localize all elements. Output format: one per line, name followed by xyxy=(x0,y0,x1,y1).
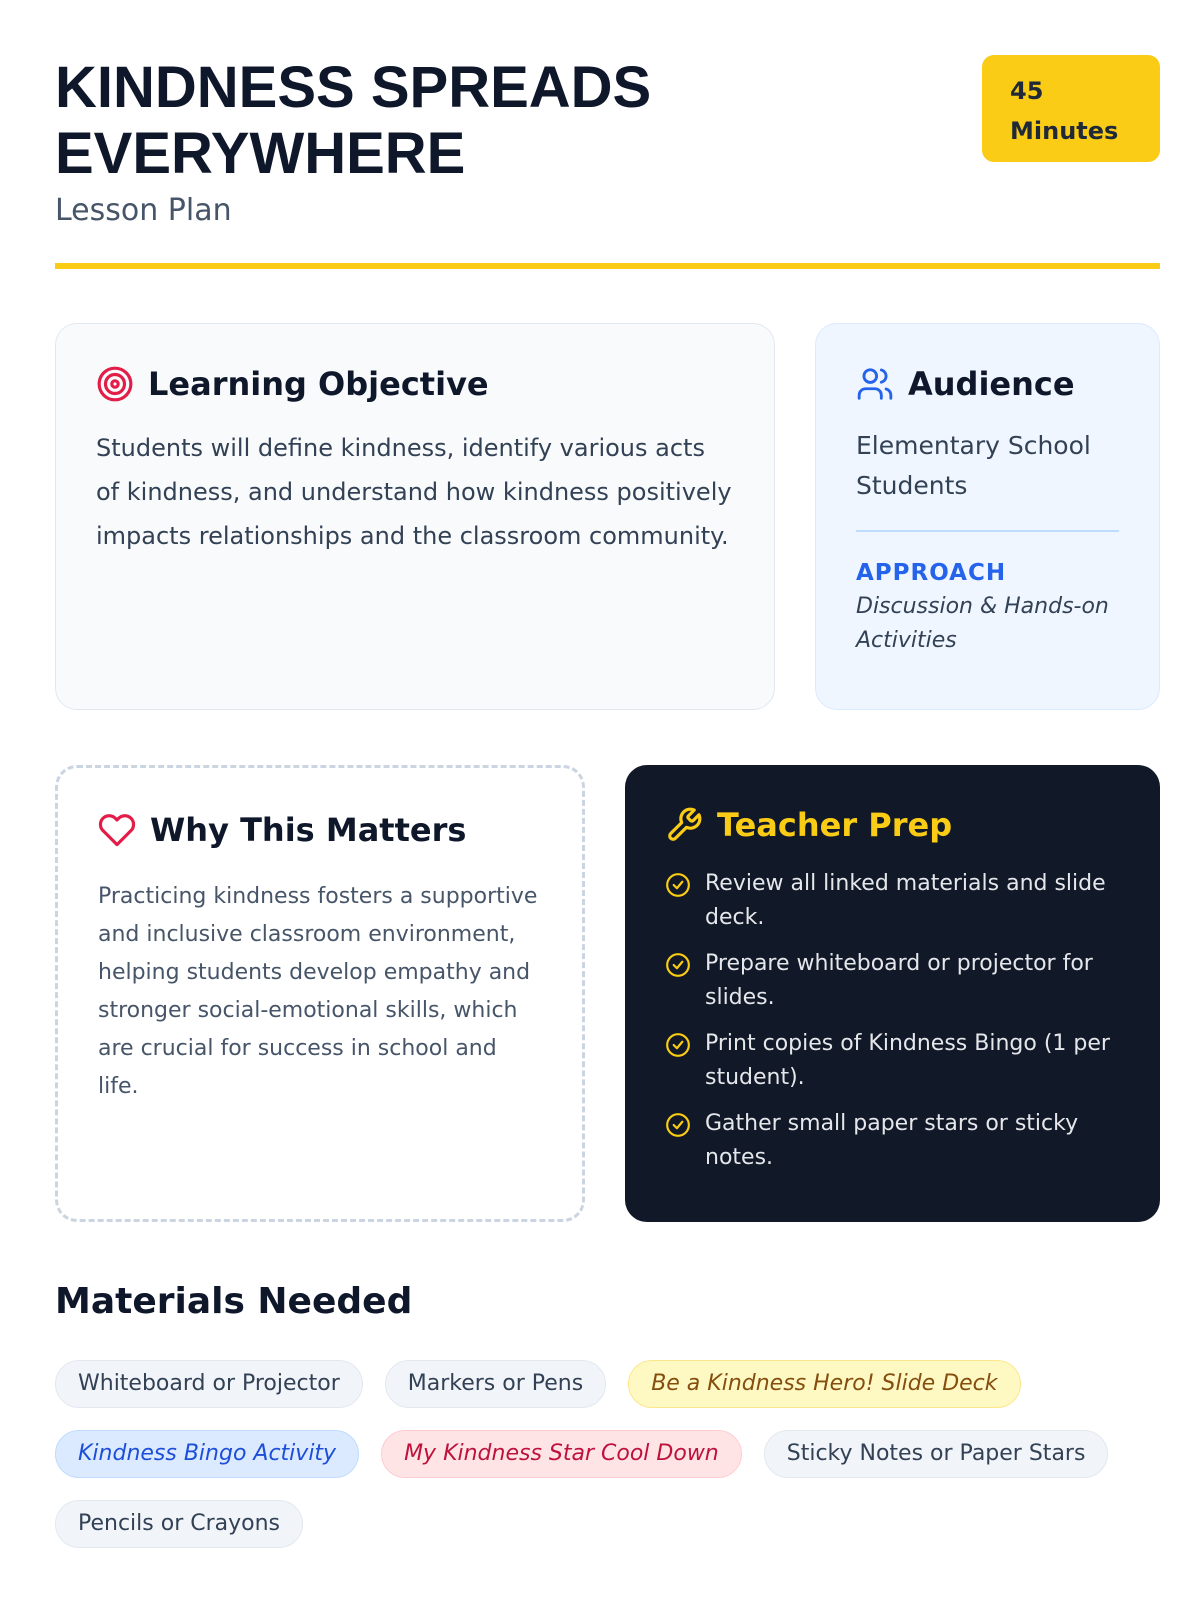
material-link-cool-down[interactable]: My Kindness Star Cool Down xyxy=(381,1430,742,1478)
prep-item-text: Review all linked materials and slide deck. xyxy=(705,871,1106,930)
material-link-bingo[interactable]: Kindness Bingo Activity xyxy=(55,1430,359,1478)
teacher-prep-title: Teacher Prep xyxy=(717,806,953,844)
material-tag: Whiteboard or Projector xyxy=(55,1360,363,1408)
prep-item-text: Gather small paper stars or sticky notes. xyxy=(705,1111,1079,1170)
learning-objective-card xyxy=(55,323,775,710)
teacher-prep-list xyxy=(665,867,1120,1175)
why-this-matters-text: Practicing kindness fosters a supportive and inclusive classroom environment, helping students develop empathy and stronger social-emotional skills, which are crucial for success in school and life. xyxy=(98,884,538,1099)
header-divider xyxy=(55,263,1160,269)
check-circle-icon xyxy=(665,952,691,978)
audience-card xyxy=(815,323,1160,710)
heart-icon xyxy=(98,811,136,849)
approach-label: APPROACH xyxy=(856,560,1007,586)
materials-title: Materials Needed xyxy=(55,1281,413,1322)
prep-item-text: Prepare whiteboard or projector for slides. xyxy=(705,951,1093,1010)
list-item xyxy=(665,1107,1120,1175)
audience-divider xyxy=(856,530,1119,532)
materials-list xyxy=(55,1360,1160,1548)
users-icon xyxy=(856,365,894,403)
check-circle-icon xyxy=(665,1032,691,1058)
material-link-slide-deck[interactable]: Be a Kindness Hero! Slide Deck xyxy=(628,1360,1020,1408)
material-tag: Pencils or Crayons xyxy=(55,1500,303,1548)
learning-objective-title: Learning Objective xyxy=(148,365,489,403)
check-circle-icon xyxy=(665,1112,691,1138)
audience-text: Elementary School Students xyxy=(856,431,1091,500)
why-this-matters-card xyxy=(55,765,585,1222)
learning-objective-text: Students will define kindness, identify various acts of kindness, and understand how kindness positively impacts relationships and the classroom community. xyxy=(96,434,732,550)
wrench-icon xyxy=(665,806,703,844)
audience-title: Audience xyxy=(908,365,1075,403)
check-circle-icon xyxy=(665,872,691,898)
approach-value: Discussion & Hands-on Activities xyxy=(856,594,1109,653)
page-subtitle: Lesson Plan xyxy=(55,193,232,228)
list-item xyxy=(665,947,1120,1015)
duration-badge: 45 Minutes xyxy=(982,55,1160,162)
page-title: KINDNESS SPREADS EVERYWHERE xyxy=(55,55,652,186)
target-icon xyxy=(96,365,134,403)
why-this-matters-title: Why This Matters xyxy=(150,811,467,849)
lesson-header xyxy=(55,55,1160,228)
list-item xyxy=(665,1027,1120,1095)
material-tag: Markers or Pens xyxy=(385,1360,606,1408)
prep-item-text: Print copies of Kindness Bingo (1 per student). xyxy=(705,1031,1110,1090)
material-tag: Sticky Notes or Paper Stars xyxy=(764,1430,1109,1478)
list-item xyxy=(665,867,1120,935)
teacher-prep-card xyxy=(625,765,1160,1222)
